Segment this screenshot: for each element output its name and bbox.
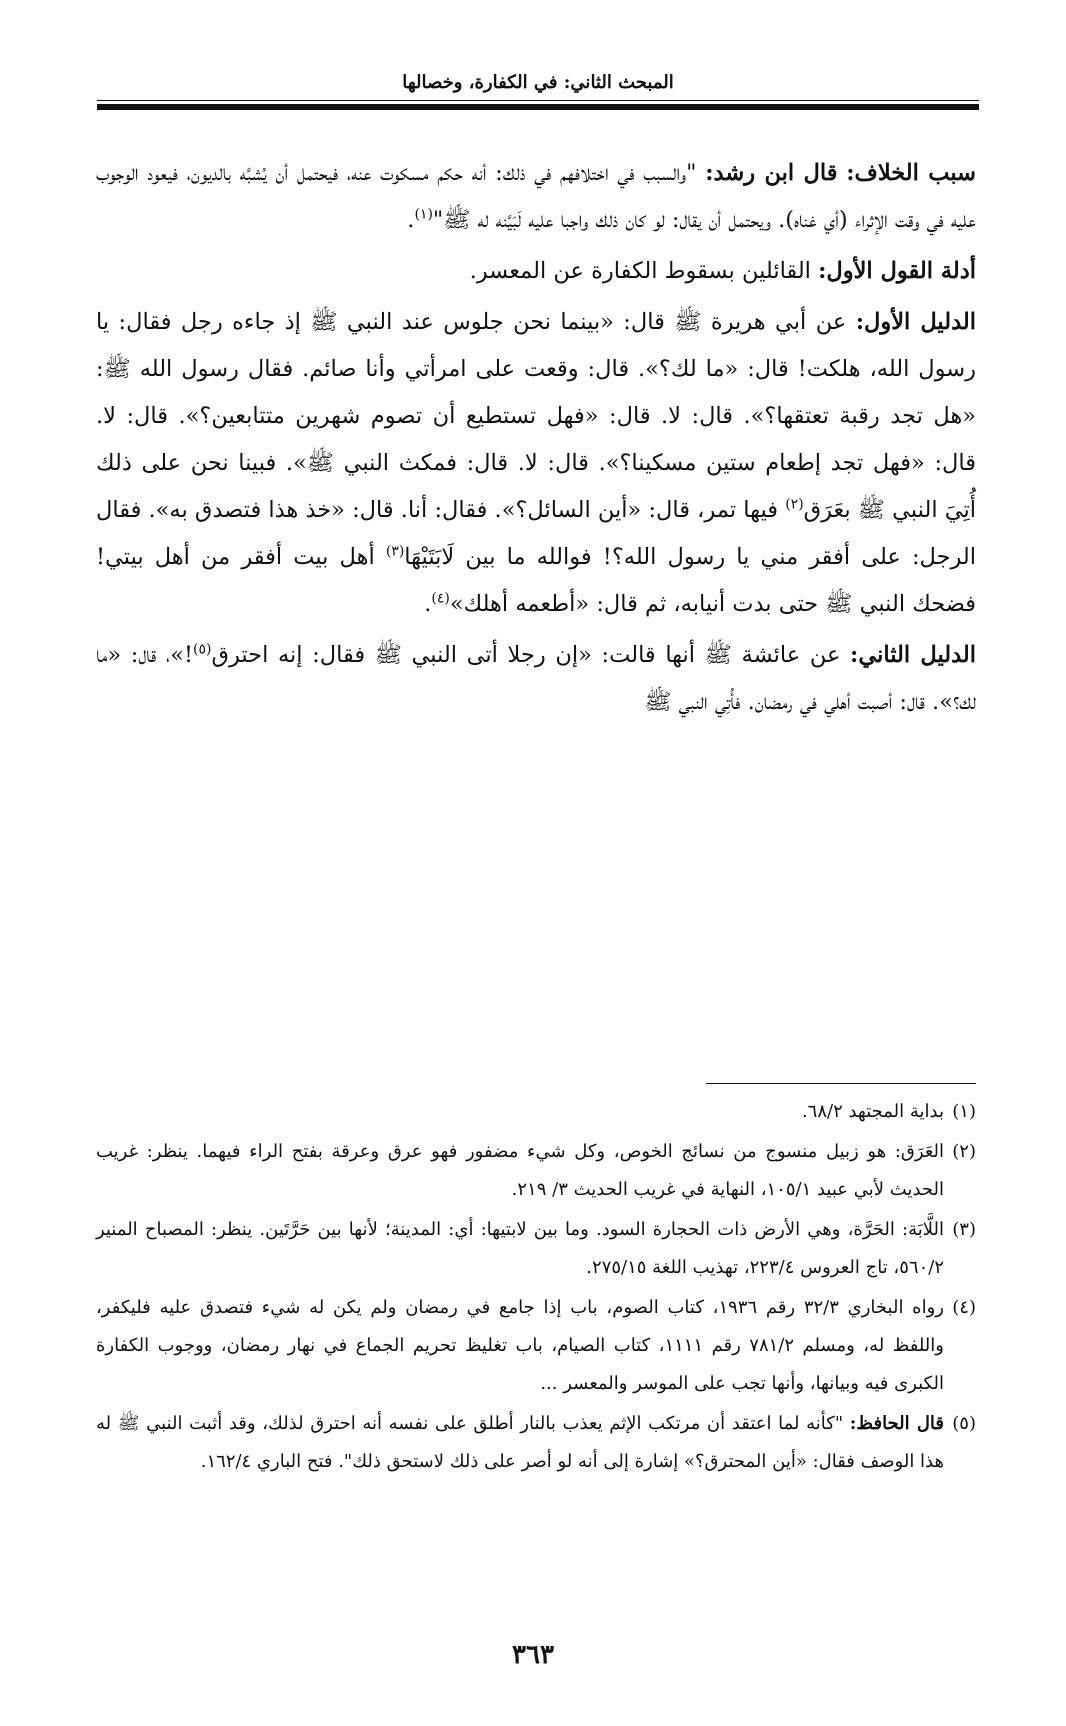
footnote-number: (٣) xyxy=(952,1219,976,1240)
footnote-ref[interactable]: (١) xyxy=(414,206,433,223)
footnote-text: "كأنه لما اعتقد أن مرتكب الإثم يعذب بالنار أطلق على نفسه أنه احترق لذلك، وقد أثبت النبي ﷺ له هذا الوصف فقال: «أين المحترق؟» إشارة إلى أنه لو أصر على ذلك لاستحق ذلك". فتح الباري ١٦٢/٤. xyxy=(96,1413,944,1472)
header-rule-thin xyxy=(97,100,979,101)
footnote-ref[interactable]: (٣) xyxy=(385,543,405,560)
footnote-number: (٤) xyxy=(952,1297,976,1318)
footnote-3 xyxy=(96,1211,976,1287)
hadith-text: !»، قال: «ما لك؟». قال: أصبت أهلي في رمضان. فأُتِي النبي ﷺ xyxy=(96,642,976,715)
header-rule-thick xyxy=(97,104,979,110)
footnote-number: (٥) xyxy=(952,1413,976,1434)
running-title: المبحث الثاني: في الكفارة، وخصالها xyxy=(402,72,674,93)
footnote-5 xyxy=(96,1405,976,1481)
footnote-text: بداية المجتهد ٦٨/٢. xyxy=(801,1101,944,1122)
paragraph-first-evidence xyxy=(96,299,976,628)
sentence-end: . xyxy=(407,207,415,233)
section-label: الدليل الثاني: xyxy=(850,642,977,668)
main-text xyxy=(96,150,976,730)
footnote-4 xyxy=(96,1289,976,1403)
section-label: أدلة القول الأول: xyxy=(818,258,976,284)
hadith-text: عن أبي هريرة ﷺ قال: «بينما نحن جلوس عند النبي ﷺ إذ جاءه رجل فقال: يا رسول الله، هلكت! قال: «ما لك؟». قال: وقعت على امرأتي وأنا صائم. فقال رسول الله ﷺ: «هل تجد رقبة تعتقها؟». قال: لا. قال: «فهل تستطيع أن تصوم شهرين متتابعين؟». قال: لا. قال: «فهل تجد إطعام ستين مسكينا؟». قال: لا. قال: فمكث النبي ﷺ». فبينا نحن على ذلك أُتِيَ النبي ﷺ بعَرَق xyxy=(96,309,976,523)
speaker-label: قال ابن رشد: xyxy=(705,160,838,186)
footnote-1 xyxy=(96,1093,976,1131)
footnote-number: (١) xyxy=(952,1101,976,1122)
quote-text: "والسبب في اختلافهم في ذلك: أنه حكم مسكوت عنه، فيحتمل أن يُشبَّه بالديون، فيعود الوجوب عليه في وقت الإثراء (أي غناه). ويحتمل أن يقال: لو كان ذلك واجبا عليه لَبَيَّنه له ﷺ" xyxy=(96,160,976,233)
section-label: الدليل الأول: xyxy=(855,309,976,335)
paragraph-text: القائلين بسقوط الكفارة عن المعسر. xyxy=(469,258,811,284)
footnote-label: قال الحافظ: xyxy=(849,1413,944,1434)
paragraph-first-opinion-evidence xyxy=(96,248,976,295)
footnote-ref[interactable]: (٥) xyxy=(193,641,212,658)
page-number: ٣٦٣ xyxy=(512,1640,554,1670)
footnote-text: العَرَق: هو زبيل منسوج من نسائج الخوص، وكل شيء مضفور فهو عرق وعرقة بفتح الراء فيهما. ينظر: غريب الحديث لأبي عبيد ١٠٥/١، النهاية في غريب الحديث ٣/ ٢١٩. xyxy=(96,1141,944,1200)
footnote-separator xyxy=(706,1083,976,1084)
hadith-text: فيها تمر، قال: «أين السائل؟». فقال: أنا. قال: «خذ هذا فتصدق به». فقال الرجل: على أفقر مني يا رسول الله؟! فوالله ما بين لَابَتَيْهَا xyxy=(96,497,976,570)
paragraph-disagreement-cause xyxy=(96,150,976,244)
hadith-text: عن عائشة ﷺ أنها قالت: «إن رجلا أتى النبي ﷺ فقال: إنه احترق xyxy=(211,642,841,668)
section-label: سبب الخلاف: xyxy=(846,160,976,186)
footnote-ref[interactable]: (٤) xyxy=(431,590,450,607)
hadith-text: أهل بيت أفقر من أهل بيتي! فضحك النبي ﷺ حتى بدت أنيابه، ثم قال: «أطعمه أهلك» xyxy=(96,544,976,617)
sentence-end: . xyxy=(424,591,432,617)
footnotes xyxy=(96,1093,976,1483)
footnote-2 xyxy=(96,1133,976,1209)
paragraph-second-evidence xyxy=(96,632,976,726)
footnote-text: اللَّابَة: الحَرَّة، وهي الأرض ذات الحجارة السود. وما بين لابتيها: أي: المدينة؛ لأنها بين حَرَّتَين. ينظر: المصباح المنير ٥٦٠/٢، تاج العروس ٢٢٣/٤، تهذيب اللغة ٢٧٥/١٥. xyxy=(96,1219,944,1278)
footnote-number: (٢) xyxy=(952,1141,976,1162)
footnote-ref[interactable]: (٢) xyxy=(785,496,804,513)
footnote-text: رواه البخاري ٣٢/٣ رقم ١٩٣٦، كتاب الصوم، باب إذا جامع في رمضان ولم يكن له شيء فتصدق عليه فليكفر، واللفظ له، ومسلم ٧٨١/٢ رقم ١١١١، كتاب الصيام، باب تغليظ تحريم الجماع في نهار رمضان، ووجوب الكفارة الكبرى فيه وبيانها، وأنها تجب على الموسر والمعسر ... xyxy=(96,1297,944,1394)
